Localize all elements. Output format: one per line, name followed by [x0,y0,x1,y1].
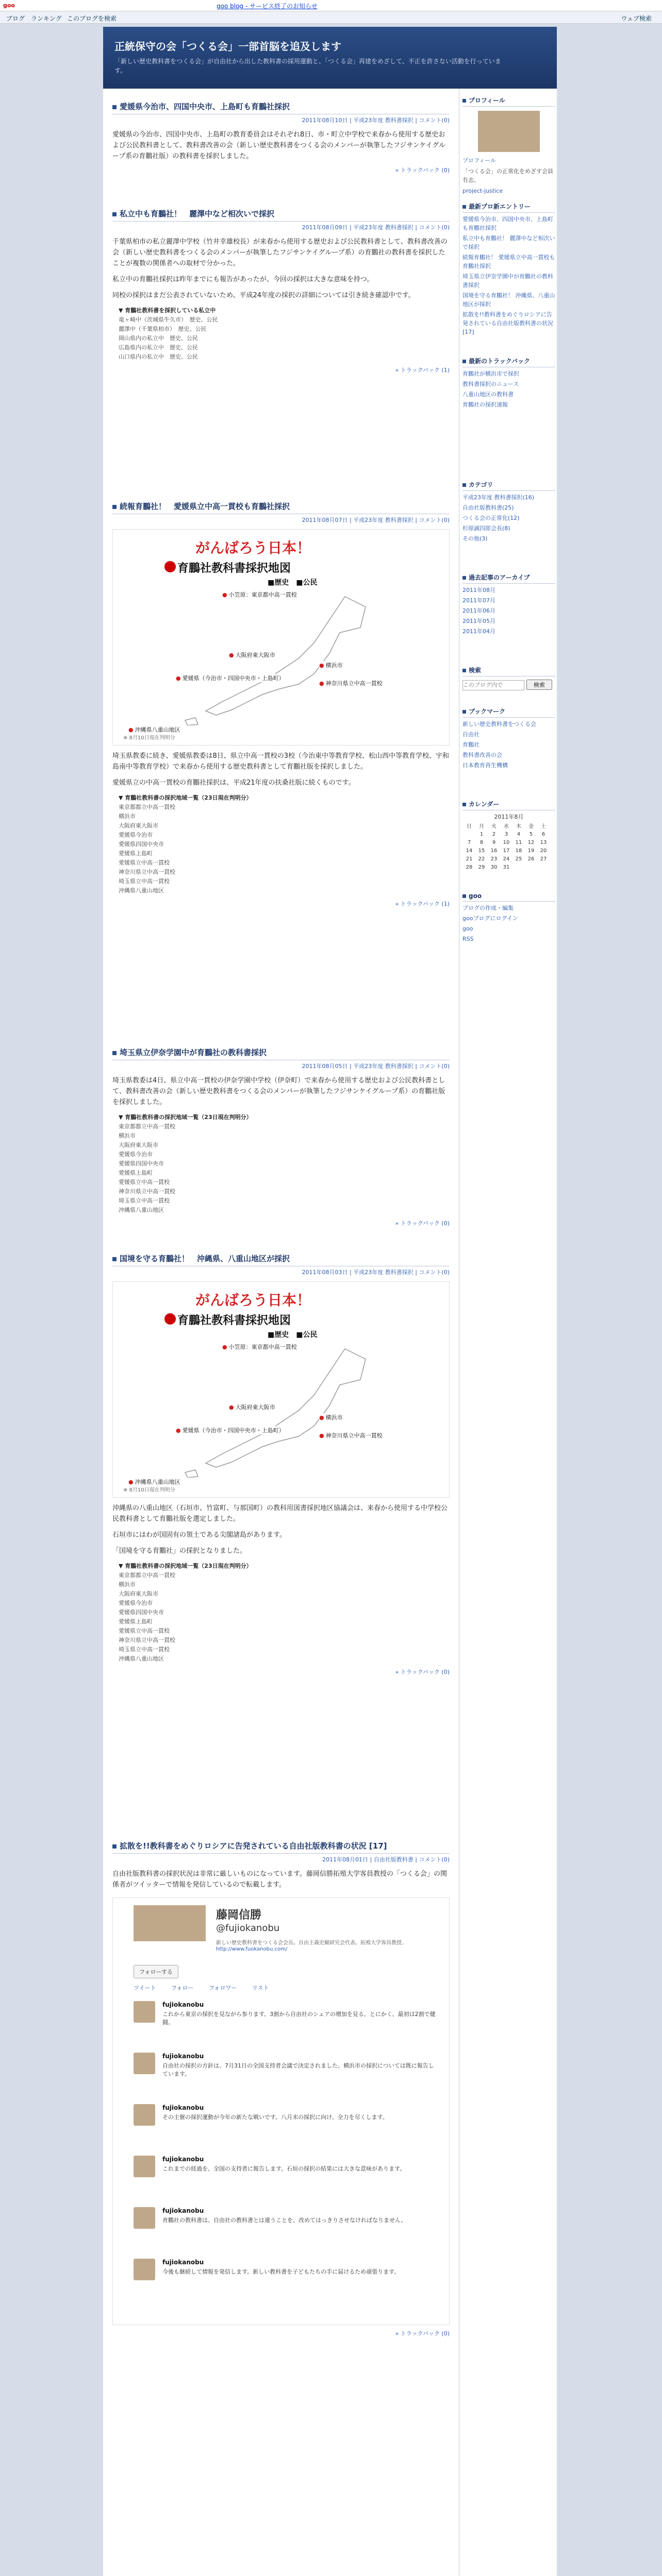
calendar-day: 29 [478,864,485,870]
article-title[interactable]: 私立中も育鵬社！ 麗澤中など相次いで採択 [112,208,450,222]
profile-image[interactable] [478,111,540,152]
recent-entry-link[interactable]: 私立中も育鵬社！ 麗澤中など相次いで採択 [462,235,555,250]
goo-link[interactable]: ブログの作成・編集 [462,905,514,911]
tweet-text: これから東京の採択を見ながら参ります。3割から自由社のシェアの増加を見る。とにかく、最初は2割で健闘。 [162,2011,436,2026]
calendar-day: 23 [490,856,498,862]
article-meta[interactable]: 2011年08月01日 | 自由社版教科書 | コメント(0) [322,1856,450,1863]
profile-name: プロフィール [462,157,496,164]
sidebar-heading: goo [462,892,555,902]
list-item: 埼玉県立中高一貫校 [119,1646,170,1653]
tweet-text: これまでの経過を、全国の支持者に報告します。石垣の採択の結果には大きな意味があります。 [162,2165,406,2172]
recent-entry-link[interactable]: 国境を守る育鵬社！ 沖縄県、八重山地区が採択 [462,292,555,308]
calendar-day: 28 [466,864,473,870]
map-pin: ● 小笠原：東京都中高一貫校 [222,591,297,598]
trackback-link[interactable]: 教科書採択のニュース [462,381,519,387]
list-item: 埼玉県立中高一貫校 [119,878,170,885]
trackback-box [462,357,555,409]
map-title: 育鵬社教科書採択地図 [177,1314,291,1327]
list-item: 沖縄県八重山地区 [119,1207,164,1213]
bullet-icon [112,105,117,109]
list-item: 愛媛県立中高一貫校 [119,859,170,866]
sidebar-heading: 最新プロ新エントリー [462,202,555,213]
sidebar-heading: 最新のトラックバック [462,357,555,367]
category-link[interactable]: 自由社版教科書(25) [462,504,514,511]
article [112,1253,450,1676]
calendar-day: 31 [503,864,510,870]
bookmark-link[interactable]: 日本教育再生機構 [462,762,508,769]
tweet-text: その主催の採択運動が今年の新たな戦いです。八月末の採択に向け、全力を尽くします。 [162,2114,388,2121]
profile-text: 「つくる会」の正常化をめざす会員有志。 [462,168,553,183]
article-title[interactable]: 続報育鵬社！ 愛媛県立中高一貫校も育鵬社採択 [112,501,450,514]
calendar-day: 17 [503,848,510,854]
weekday-label: 土 [541,824,546,829]
avatar[interactable] [134,2207,155,2229]
service-end-notice-link[interactable]: goo blog - サービス終了のお知らせ [217,3,318,10]
article-meta[interactable]: 2011年08月10日 | 平成23年度 教科書採択 | コメント(0) [302,117,450,124]
calendar-day [538,863,549,871]
sidebar-heading: カレンダー [462,800,555,810]
list-item: 東京都都立中高一貫校 [119,804,175,810]
bookmark-box [462,707,555,770]
calendar-day: 6 [541,831,545,837]
list-heading: ▼ 育鵬社教科書の採択地域一覧（23日現在判明分） [119,1563,252,1569]
calendar-day[interactable]: 9 [492,839,496,845]
calendar-day[interactable]: 5 [529,831,533,837]
search-button[interactable]: 検索 [526,680,552,690]
weekday-label: 水 [504,824,509,829]
calendar-day: 20 [540,848,547,854]
region-list [119,1113,450,1215]
bullet-icon [462,205,466,209]
calendar-day [513,863,524,871]
list-item: 愛媛県立中高一貫校 [119,1179,170,1185]
list-heading: ▼ 育鵬社教科書の採択地域一覧（23日現在判明分） [119,1114,252,1121]
category-link[interactable]: 杉原誠四郎会長(8) [462,525,510,532]
calendar-day: 8 [479,839,484,845]
list-item: 神奈川県立中高一貫校 [119,1188,175,1195]
adoption-map [112,529,450,745]
list-item: 大阪府東大阪市 [119,1590,158,1597]
bullet-icon [112,1051,117,1055]
list-item: 愛媛県上島町 [119,1618,153,1625]
calendar-day [525,863,537,871]
japan-outline-icon [175,591,391,725]
map-pin: ● 横浜市 [319,662,343,669]
map-note: ※ 8月10日現在判明分 [123,1487,175,1493]
bookmark-link[interactable]: 自由社 [462,731,479,738]
profile-box [462,96,555,195]
tweet-text: 今後も継続して情報を発信します。新しい教科書を子どもたちの手に届けるため頑張ります。 [162,2268,400,2275]
calendar-day: 15 [478,848,485,854]
list-item: 愛媛県今治市 [119,1151,153,1158]
region-list [119,793,450,895]
calendar-day [464,831,475,838]
tweet-text: 育鵬社の教科書は、自由社の教科書とは違うことを、改めてはっきりさせなければなりません。 [162,2217,407,2224]
article [112,501,450,908]
list-item: 竜ヶ崎中（茨城県牛久市） 歴史、公民 [119,316,218,323]
list-item: 神奈川県立中高一貫校 [119,1637,175,1643]
avatar[interactable] [134,2104,155,2126]
bullet-icon [462,576,466,580]
follow-button[interactable]: フォローする [134,1965,178,1978]
blog-subtitle: 「新しい歴史教科書をつくる会」が自由社から出した教科書の採用運動と、「つくる会」再建をめざして、不正を許さない活動を行っています。 [114,58,501,74]
calendar-month: 2011年8月 [494,814,524,820]
list-item: 岡山県内の私立中 歴史、公民 [119,335,198,342]
sidebar-heading: カテゴリ [462,480,555,491]
goo-links-box [462,892,555,943]
recent-entry-link[interactable]: 拡散を!!教科書をめぐりロシアに告発されている自由社版教科書の状況 [17] [462,311,553,335]
article-paragraph: 沖縄県の八重山地区（石垣市、竹富町、与那国町）の教科用図書採択地区協議会は、来春から使用する中学校公民教科書として育鵬社版を選定しました。 [112,1504,448,1523]
category-link[interactable]: その他(3) [462,535,488,542]
calendar-day: 25 [515,856,522,862]
nav-blog[interactable]: ブログ [6,15,25,22]
avatar[interactable] [134,2001,155,2023]
tab-following[interactable]: フォロー [171,1985,194,1991]
trackback-link[interactable]: » トラックバック (1) [395,901,450,907]
list-item: 大阪府東大阪市 [119,822,158,829]
article-meta[interactable]: 2011年08月09日 | 平成23年度 教科書採択 | コメント(0) [302,224,450,231]
blog-header [103,27,557,89]
list-item: 横浜市 [119,1581,136,1588]
school-list [119,306,450,362]
article-meta[interactable]: 2011年08月03日 | 平成23年度 教科書採択 | コメント(0) [302,1269,450,1276]
map-slogan: がんばろう日本！ [195,539,311,556]
japan-outline-icon [175,1344,391,1478]
map-title: 育鵬社教科書採択地図 [177,562,291,575]
map-pin: ● 小笠原：東京都中高一貫校 [222,1344,297,1350]
list-item: 愛媛県四国中央市 [119,1160,164,1167]
tab-lists[interactable]: リスト [252,1985,269,1991]
calendar-day: 27 [540,856,547,862]
trackback-link[interactable]: » トラックバック (0) [395,2330,450,2337]
list-item: 埼玉県立中高一貫校 [119,1197,170,1204]
article [112,1047,450,1227]
bookmark-link[interactable]: 新しい歴史教科書をつくる会 [462,721,536,727]
search-box [462,666,555,690]
calendar-day[interactable]: 7 [467,839,471,845]
goo-link[interactable]: goo [462,925,473,932]
twitter-widget [112,1897,450,2325]
article [112,208,450,374]
calendar-day: 22 [478,856,485,862]
tweet-user[interactable]: fujiokanobu [162,2207,204,2214]
avatar[interactable] [134,2053,155,2074]
bullet-icon [112,1844,117,1849]
profile-link[interactable]: project-justice [462,188,503,194]
blog-title[interactable]: 正統保守の会「つくる会」一部首脳を追及します [114,40,341,53]
calendar-day: 13 [540,839,547,845]
list-item: 広島県内の私立中 歴史、公民 [119,344,198,351]
article-paragraph: 埼玉県教委に続き、愛媛県教委は8日、県立中高一貫校の3校（今治東中等教育学校、松山西中等教育学校、宇和島南中等教育学校）で来春から使用する歴史教科書として育鵬社版を採択しました。 [112,752,450,771]
calendar-day[interactable]: 10 [503,839,510,845]
calendar-day: 14 [466,848,473,854]
article-title[interactable]: 埼玉県立伊奈学園中が育鵬社の教科書採択 [112,1047,450,1060]
list-item: 愛媛県上島町 [119,1170,153,1176]
map-legend: ■歴史 ■公民 [268,1331,318,1339]
tweet-user[interactable]: fujiokanobu [162,2156,204,2163]
tab-tweets[interactable]: ツイート [134,1985,156,1991]
archive-link[interactable]: 2011年06月 [462,607,495,614]
weekday-label: 日 [467,824,472,829]
bullet-icon [462,360,466,363]
bullet-icon [462,483,466,487]
list-item: 沖縄県八重山地区 [119,1655,164,1662]
profile-banner [134,1905,206,1941]
avatar[interactable] [134,2259,155,2280]
article-paragraph: 「国境を守る育鵬社」の採択となりました。 [112,1547,247,1555]
list-item: 大阪府東大阪市 [119,1142,158,1148]
list-heading: ▼ 育鵬社教科書を採択している私立中 [119,307,216,314]
article-paragraph: 自由社版教科書の採択状況は非常に厳しいものになっています。藤岡信勝拓殖大学客員教授の「つくる会」の関係者がツイッターで情報を発信しているので転載します。 [112,1870,447,1889]
sidebar-heading: 検索 [462,666,555,676]
calendar-day: 16 [490,848,498,854]
archive-link[interactable]: 2011年07月 [462,597,495,604]
weekday-label: 火 [491,824,496,829]
calendar-day: 4 [517,831,521,837]
bookmark-link[interactable]: 育鵬社 [462,741,479,748]
sidebar [459,89,557,2576]
map-pin: ● 大阪府東大阪市 [229,1404,275,1411]
calendar-table [462,821,550,872]
calendar-day: 11 [515,839,522,845]
list-item: 横浜市 [119,813,136,820]
nav-web-search[interactable]: ウェブ検索 [621,15,652,22]
map-pin: ● 愛媛県（今治市・四国中央市・上島町） [176,675,285,682]
map-note: ※ 8月10日現在判明分 [123,735,175,741]
list-item: 愛媛県今治市 [119,832,153,838]
tab-followers[interactable]: フォロワー [208,1985,237,1991]
map-pin: ● 大阪府東大阪市 [229,652,275,658]
list-item: 愛媛県立中高一貫校 [119,1628,170,1634]
bullet-icon [462,710,466,714]
list-item: 愛媛県上島町 [119,850,153,857]
recent-entry-link[interactable]: 愛媛県今治市、四国中央市、上島町も育鵬社採択 [462,216,553,231]
map-pin: ● 神奈川県立中高一貫校 [319,680,383,687]
list-item: 沖縄県八重山地区 [119,887,164,894]
list-item: 神奈川県立中高一貫校 [119,869,175,875]
tweet-user[interactable]: fujiokanobu [162,2104,204,2111]
calendar-day: 26 [527,856,535,862]
weekday-label: 木 [516,824,521,829]
tweet-user[interactable]: fujiokanobu [162,2053,204,2060]
map-pin: ● 神奈川県立中高一貫校 [319,1432,383,1439]
archive-link[interactable]: 2011年08月 [462,587,495,594]
article-title[interactable]: 愛媛県今治市、四国中央市、上島町も育鵬社採択 [112,101,450,114]
calendar-day: 19 [527,848,535,854]
list-item: 横浜市 [119,1132,136,1139]
archive-link[interactable]: 2011年05月 [462,618,495,624]
category-box [462,480,555,543]
nav-search-blog[interactable]: このブログを検索 [67,15,117,22]
calendar-day: 2 [492,831,496,837]
sidebar-heading: プロフィール [462,96,555,107]
goo-logo[interactable]: goo [3,2,15,9]
bullet-icon [462,894,466,898]
article-paragraph: 愛媛県の今治市、四国中央市、上島町の教育委員会はそれぞれ8日、市・町立中学校で来春から使用する歴史および公民教科書として、教科書改善の会（新しい歴史教科書をつくる会のメンバーが執筆したフジサンケイグループ系の育鵬社版）の教科書を採択しました。 [112,131,445,160]
calendar-day: 24 [503,856,510,862]
bullet-icon [462,803,466,806]
map-pin: ● 沖縄県八重山地区 [128,1479,180,1485]
bullet-icon [112,505,117,509]
article-title[interactable]: 国境を守る育鵬社！ 沖縄県、八重山地区が採択 [112,1253,450,1266]
twitter-tabs [134,1984,283,1992]
trackback-link[interactable]: » トラックバック (0) [395,1220,450,1227]
rising-sun-icon [164,1313,176,1325]
archive-link[interactable]: 2011年04月 [462,628,495,635]
nav-ranking[interactable]: ランキング [31,15,62,22]
recent-entry-link[interactable]: 埼玉県立伊奈学園中が育鵬社の教科書採択 [462,273,553,289]
main-column [103,89,459,2576]
list-item: 麗澤中（千葉県柏市） 歴史、公民 [119,326,207,332]
article-paragraph: 千葉県柏市の私立麗澤中学校（竹井幸雄校長）が来春から使用する歴史および公民教科書として、教科書改善の会（新しい歴史教科書をつくる会のメンバーが執筆したフジサンケイグループ系）の育鵬社の教科書を採択したことが複数の関係者への取材で分かった。 [112,238,448,267]
article-title[interactable]: 拡散を!!教科書をめぐりロシアに告発されている自由社版教科書の状況 [17] [112,1840,450,1854]
twitter-name: 藤岡信勝 [216,1909,262,1922]
bullet-icon [462,669,466,672]
bullet-icon [112,1257,117,1261]
article-paragraph: 埼玉県教委は4日、県立中高一貫校の伊奈学園中学校（伊奈町）で来春から使用する歴史および公民教科書として、教科書改善の会（新しい歴史教科書をつくる会のメンバーが執筆したフジサンケイグループ系）の育鵬社版を採択しました。 [112,1077,445,1106]
blog-search-input[interactable] [462,680,524,690]
article-meta[interactable]: 2011年08月05日 | 平成23年度 教科書採択 | コメント(0) [302,1063,450,1070]
archive-box [462,573,555,636]
weekday-label: 金 [528,824,534,829]
list-item: 山口県内の私立中 歴史、公民 [119,353,198,360]
map-legend: ■歴史 ■公民 [268,579,318,587]
bookmark-link[interactable]: 教科書改善の会 [462,752,502,758]
list-item: 愛媛県四国中央市 [119,841,164,848]
list-item: 愛媛県今治市 [119,1600,153,1606]
article [112,101,450,174]
sidebar-heading: 過去記事のアーカイブ [462,573,555,584]
list-heading: ▼ 育鵬社教科書の採択地域一覧（23日現在判明分） [119,794,252,801]
sidebar-heading: ブックマーク [462,707,555,718]
map-slogan: がんばろう日本！ [195,1292,311,1309]
bullet-icon [112,212,117,216]
recent-entries [462,202,555,336]
category-link[interactable]: 平成23年度 教科書採択(16) [462,494,535,501]
calendar-box [462,800,555,872]
twitter-handle[interactable]: @fujiokanobu [216,1923,280,1934]
bullet-icon [462,99,466,103]
tweet-text: 自由社の採択の方針は、7月31日の全国支持者会議で決定されました。横浜市の採択については既に報告しています。 [162,2062,434,2077]
weekday-label: 月 [479,824,484,829]
trackback-link[interactable]: » トラックバック (1) [395,367,450,374]
twitter-url[interactable]: http://www.fuokanobu.com/ [216,1946,288,1952]
tweet-user[interactable]: fujiokanobu [162,2001,204,2008]
trackback-link[interactable]: 育鵬社が横浜市で採択 [462,370,519,377]
map-pin: ● 愛媛県（今治市・四国中央市・上島町） [176,1427,285,1434]
rising-sun-icon [164,561,176,572]
article-paragraph: 同校の採択はまだ公表されていないため、平成24年度の採択の詳細については引き続き確認中です。 [112,292,415,299]
blog-nav [0,11,662,24]
article-paragraph: 石垣市にはわが国固有の領土である尖閣諸島があります。 [112,1531,286,1539]
article-paragraph: 私立中の育鵬社採択は昨年までにも報告があったが、今回の採択は大きな意味を持つ。 [112,276,374,283]
adoption-map [112,1281,450,1498]
calendar-day[interactable]: 3 [504,831,508,837]
trackback-link[interactable]: 育鵬社の採択速報 [462,401,508,408]
goo-topbar [0,0,662,11]
calendar-day: 21 [466,856,473,862]
region-list [119,1562,450,1664]
goo-link[interactable]: RSS [462,936,474,942]
calendar-day: 1 [479,831,484,837]
avatar[interactable] [134,2156,155,2177]
calendar-day: 18 [515,848,522,854]
goo-link[interactable]: gooブログにログイン [462,915,518,922]
trackback-link[interactable]: 八重山地区の教科書 [462,391,514,398]
calendar-day: 12 [527,839,535,845]
article-meta[interactable]: 2011年08月07日 | 平成23年度 教科書採択 | コメント(0) [302,517,450,523]
article [112,1840,450,2337]
recent-entry-link[interactable]: 続報育鵬社！ 愛媛県立中高一貫校も育鵬社採択 [462,254,555,269]
trackback-link[interactable]: » トラックバック (0) [395,167,450,174]
category-link[interactable]: つくる会の正常化(12) [462,515,520,521]
tweet-user[interactable]: fujiokanobu [162,2259,204,2266]
article-paragraph: 愛媛県立の中高一貫校の育鵬社採択は、平成21年度の扶桑社版に続くものです。 [112,779,355,787]
list-item: 東京都都立中高一貫校 [119,1123,175,1130]
list-item: 東京都都立中高一貫校 [119,1572,175,1579]
list-item: 愛媛県四国中央市 [119,1609,164,1616]
twitter-bio: 新しい歴史教科書をつくる会会長。自由主義史観研究会代表。拓殖大学客員教授。 [216,1940,407,1946]
calendar-day: 30 [490,864,498,870]
map-pin: ● 沖縄県八重山地区 [128,726,180,733]
trackback-link[interactable]: » トラックバック (0) [395,1669,450,1675]
map-pin: ● 横浜市 [319,1414,343,1421]
